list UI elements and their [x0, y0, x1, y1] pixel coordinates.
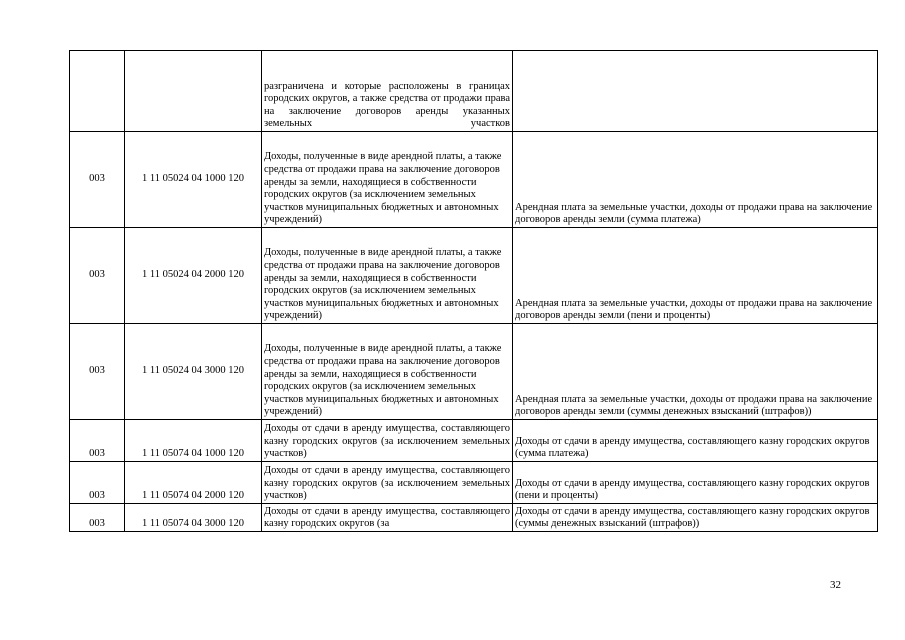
- cell-admin-code: [70, 51, 125, 132]
- cell-admin-code: 003: [70, 132, 125, 228]
- cell-description: Доходы от сдачи в аренду имущества, составляющего казну городских округов (пени и проценты): [513, 462, 878, 504]
- cell-description: [513, 51, 878, 132]
- cell-revenue-name: Доходы, полученные в виде арендной платы, а также средства от продажи права на заключение договоров аренды за земли, находящиеся в собственности городских округов (за исключением земельных участков муниципальных бюджетных и автономных учреждений): [262, 132, 513, 228]
- cell-revenue-name: разграничена и которые расположены в границах городских округов, а также средства от продажи права на заключение договоров аренды указанных земельных участков: [262, 51, 513, 132]
- cell-description: Доходы от сдачи в аренду имущества, составляющего казну городских округов (сумма платежа): [513, 420, 878, 462]
- revenue-name-text: Доходы от сдачи в аренду имущества, составляющего казну городских округов (за исключением земельных участков): [264, 423, 510, 460]
- cell-admin-code: 003: [70, 462, 125, 504]
- cell-kbk: 1 11 05074 04 1000 120: [125, 420, 262, 462]
- cell-revenue-name: [262, 462, 513, 504]
- cell-revenue-name: [262, 504, 513, 532]
- cell-admin-code: 003: [70, 324, 125, 420]
- cell-description: Доходы от сдачи в аренду имущества, составляющего казну городских округов (суммы денежных взысканий (штрафов)): [513, 504, 878, 532]
- cell-kbk: 1 11 05024 04 1000 120: [125, 132, 262, 228]
- table-row: [70, 51, 878, 132]
- revenue-name-text: Доходы от сдачи в аренду имущества, составляющего казну городских округов (за: [264, 505, 510, 530]
- table-row: [70, 132, 878, 228]
- page-number: 32: [830, 579, 841, 591]
- cell-description: Арендная плата за земельные участки, доходы от продажи права на заключение договоров аренды земли (суммы денежных взысканий (штрафов)): [513, 324, 878, 420]
- cell-description: Арендная плата за земельные участки, доходы от продажи права на заключение договоров аренды земли (пени и проценты): [513, 228, 878, 324]
- cell-revenue-name: Доходы, полученные в виде арендной платы, а также средства от продажи права на заключение договоров аренды за земли, находящиеся в собственности городских округов (за исключением земельных участков муниципальных бюджетных и автономных учреждений): [262, 324, 513, 420]
- cell-revenue-name: [262, 420, 513, 462]
- cell-description: Арендная плата за земельные участки, доходы от продажи права на заключение договоров аренды земли (сумма платежа): [513, 132, 878, 228]
- table-row: [70, 420, 878, 462]
- table-row: [70, 462, 878, 504]
- cell-revenue-name: Доходы, полученные в виде арендной платы, а также средства от продажи права на заключение договоров аренды за земли, находящиеся в собственности городских округов (за исключением земельных участков муниципальных бюджетных и автономных учреждений): [262, 228, 513, 324]
- cell-kbk: 1 11 05024 04 3000 120: [125, 324, 262, 420]
- table-row: [70, 324, 878, 420]
- cell-kbk: [125, 51, 262, 132]
- revenue-name-text: Доходы от сдачи в аренду имущества, составляющего казну городских округов (за исключением земельных участков): [264, 465, 510, 502]
- cell-kbk: 1 11 05074 04 3000 120: [125, 504, 262, 532]
- cell-kbk: 1 11 05024 04 2000 120: [125, 228, 262, 324]
- cell-admin-code: 003: [70, 504, 125, 532]
- cell-kbk: 1 11 05074 04 2000 120: [125, 462, 262, 504]
- table-row: [70, 228, 878, 324]
- cell-admin-code: 003: [70, 228, 125, 324]
- revenue-codes-table: [69, 50, 878, 532]
- table-row: [70, 504, 878, 532]
- cell-admin-code: 003: [70, 420, 125, 462]
